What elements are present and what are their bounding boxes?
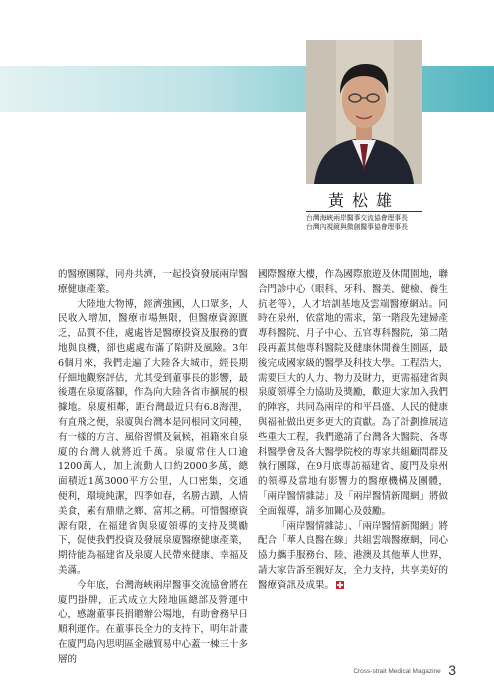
article-paragraph-text: 「兩岸醫情雜誌」、「兩岸醫情新聞網」將配合「華人良醫在線」共組雲端醫療網，同心協力攜手服務台、陸、港澳及其他華人世界，請大家告訴至親好友，全力支持，共享美好的醫療資訊及成果。 <box>258 520 449 591</box>
article-paragraph: 大陸地大物博，經濟強國，人口眾多，人民收入增加，醫療市場無限，但醫療資源匱乏，品質不佳，處處皆是醫療投資及服務的寶地與良機，卻也處處布滿了陷阱及風險。3年6個月來，我們走遍了大陸各大城市，經長期仔細地觀察評估，尤其受到董事長的影響，最後選在泉廈落腳，作為向大陸各省市擴展的根據地。泉廈相鄰，距台灣最近只有6.8海浬，有直飛之便，泉廈與台灣本是同根同文同種，有一樣的方言、風俗習慣及氣候，祖籍來自泉廈的台灣人就將近千萬。泉廈常住人口逾1200萬人，加上流動人口約2000多萬，總面積近1萬3000平方公里，人口密集，交通便利，環境純潔，四季如春，名勝古蹟，人情美食，素有鼎鼎之鄉、富邦之稱。可惜醫療資源有限，在福建省與泉廈領導的支持及獎勵下，促使我們投資及發展泉廈醫療健康產業，期待能為福建省及泉廈人民帶來健康、幸福及美滿。 <box>58 298 249 576</box>
article-paragraph: 的醫療團隊，同舟共濟，一起投資發展兩岸醫療健康產業。 <box>58 269 249 295</box>
article-column-right <box>258 268 448 594</box>
page-number: 3 <box>448 662 456 678</box>
article-paragraph: 今年底，台灣海峽兩岸醫事交流協會將在廈門掛牌，正式成立大陸地區總部及營運中心，感謝董事長捐贈辦公場地，有助會務早日順利運作。在董事長全力的支持下，明年計畫在廈門島內思明區金融貿易中心蓋一棟三十多層的 <box>58 579 249 665</box>
article-paragraph: 國際醫療大樓，作為國際旅遊及休閒園地，聯合門診中心（眼科、牙科、醫美、健檢、養生抗老等），人才培訓基地及雲端醫療網站。同時在泉州，依當地的需求，第一階段先建婦產專科醫院、月子中心、五官專科醫院，第二階段再蓋其他專科醫院及健康休閒養生園區，最後完成國家級的醫學及科技大學。工程浩大，需要巨大的人力、物力及財力，更需福建省與泉廈領導全力協助及獎勵，歡迎大家加入我們的陣容，共同為兩岸的和平昌盛、人民的健康與福祉做出更多更大的貢獻。為了計劃推展這些重大工程，我們邀請了台灣各大醫院、各專科醫學會及各大醫學院校的專家共組顧問群及執行團隊，在9月底專訪福建省、廈門及泉州的領導及當地有影響力的醫療機構及團體，「兩岸醫情雜誌」及「兩岸醫情新聞網」將做全面報導，請多加關心及鼓勵。 <box>258 269 449 517</box>
author-name: 黃松雄 <box>327 191 400 210</box>
magazine-name: Cross-strait Medical Magazine <box>353 668 441 675</box>
red-cross-icon <box>336 581 344 589</box>
portrait-illustration <box>306 40 422 184</box>
author-title-line: 台灣內視鏡與微創醫事協會理事長 <box>306 223 408 231</box>
article-paragraph <box>258 520 448 594</box>
author-title-line: 台灣海峽兩岸醫事交流協會理事長 <box>306 214 408 222</box>
name-divider <box>306 211 422 212</box>
page-footer <box>353 662 456 680</box>
author-portrait <box>306 40 422 184</box>
author-titles <box>306 214 430 232</box>
article-column-left <box>58 268 248 668</box>
